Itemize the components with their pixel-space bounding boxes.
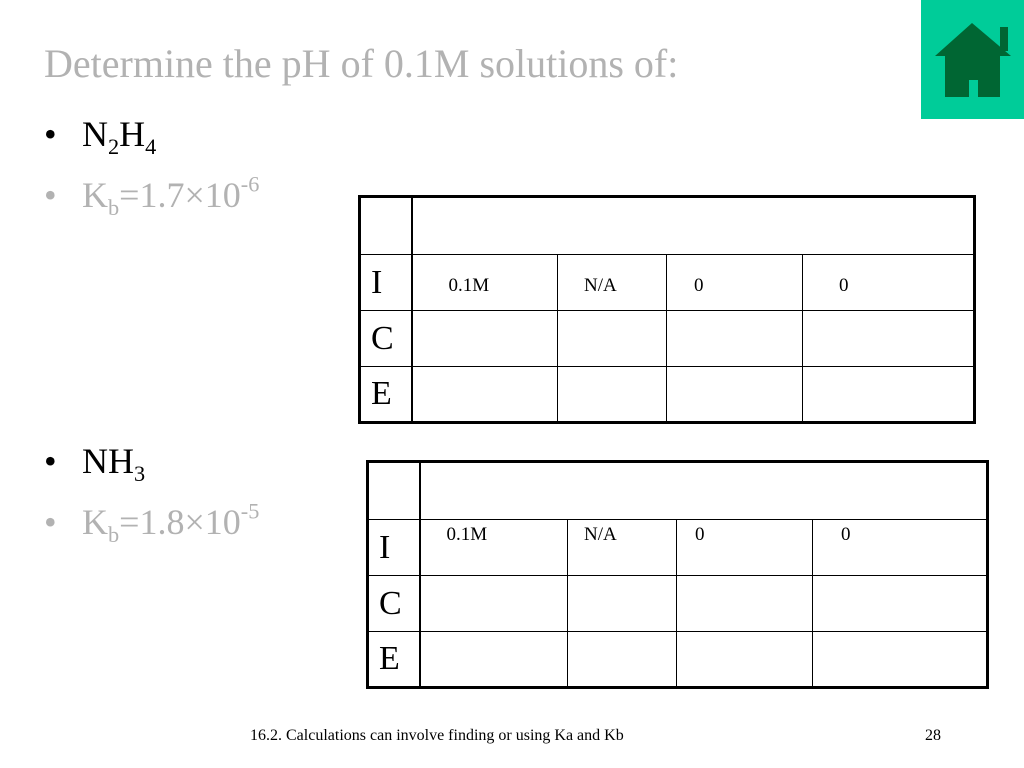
table-cell bbox=[813, 576, 988, 632]
formula-sub-2: 2 bbox=[108, 133, 120, 159]
kb-value: =1.8×10 bbox=[119, 502, 241, 542]
ice-table-n2h4 bbox=[358, 195, 976, 424]
ice-corner-cell bbox=[360, 197, 412, 255]
slide-title: Determine the pH of 0.1M solutions of: bbox=[44, 41, 679, 86]
bullet-symbol: • bbox=[44, 441, 57, 481]
ice-corner-cell bbox=[368, 462, 420, 520]
table-cell bbox=[558, 367, 667, 423]
ice-row-change bbox=[360, 311, 975, 367]
formula-h: H bbox=[119, 114, 146, 154]
kb-k: K bbox=[82, 502, 108, 542]
ice-row-equilibrium bbox=[368, 632, 988, 688]
table-cell: 0.1M bbox=[412, 255, 558, 311]
formula-sub-4: 4 bbox=[145, 133, 157, 159]
table-cell: 0.1M bbox=[420, 520, 568, 576]
table-cell: 0 bbox=[803, 255, 975, 311]
bullet-symbol: • bbox=[44, 175, 57, 215]
row-label-e: E bbox=[360, 367, 412, 423]
formula-sub-3: 3 bbox=[134, 460, 146, 486]
table-cell bbox=[568, 632, 677, 688]
table-cell bbox=[420, 632, 568, 688]
kb-sub-b: b bbox=[108, 194, 120, 220]
ice-header-row bbox=[360, 197, 975, 255]
table-cell bbox=[412, 311, 558, 367]
row-label-c: C bbox=[360, 311, 412, 367]
home-icon bbox=[921, 0, 1024, 119]
table-cell: N/A bbox=[568, 520, 677, 576]
bullet-kb-nh3 bbox=[44, 498, 260, 547]
ice-row-change bbox=[368, 576, 988, 632]
table-cell bbox=[558, 311, 667, 367]
table-cell bbox=[568, 576, 677, 632]
bullet-nh3 bbox=[44, 441, 146, 486]
slide-footer: 16.2. Calculations can involve finding or using Ka and Kb bbox=[250, 727, 624, 744]
table-cell bbox=[412, 367, 558, 423]
ice-table-nh3 bbox=[366, 460, 989, 689]
kb-k: K bbox=[82, 175, 108, 215]
row-label-e: E bbox=[368, 632, 420, 688]
kb-sub-b: b bbox=[108, 521, 120, 547]
ice-row-equilibrium bbox=[360, 367, 975, 423]
ice-equation-cell bbox=[412, 197, 975, 255]
ice-header-row bbox=[368, 462, 988, 520]
table-cell bbox=[813, 632, 988, 688]
kb-exponent: -6 bbox=[240, 171, 260, 197]
ice-row-initial bbox=[360, 255, 975, 311]
formula-nh: NH bbox=[82, 441, 134, 481]
table-cell bbox=[420, 576, 568, 632]
bullet-n2h4 bbox=[44, 114, 157, 159]
table-cell: N/A bbox=[558, 255, 667, 311]
table-cell: 0 bbox=[813, 520, 988, 576]
home-button[interactable] bbox=[921, 0, 1024, 119]
kb-value: =1.7×10 bbox=[119, 175, 241, 215]
ice-equation-cell bbox=[420, 462, 988, 520]
formula-n: N bbox=[82, 114, 108, 154]
ice-row-initial bbox=[368, 520, 988, 576]
table-cell bbox=[677, 576, 813, 632]
table-cell: 0 bbox=[677, 520, 813, 576]
bullet-kb-n2h4 bbox=[44, 171, 260, 220]
bullet-symbol: • bbox=[44, 114, 57, 154]
page-number: 28 bbox=[925, 727, 941, 744]
table-cell bbox=[677, 632, 813, 688]
row-label-i: I bbox=[368, 520, 420, 576]
row-label-i: I bbox=[360, 255, 412, 311]
table-cell bbox=[667, 367, 803, 423]
table-cell bbox=[803, 311, 975, 367]
row-label-c: C bbox=[368, 576, 420, 632]
table-cell bbox=[803, 367, 975, 423]
bullet-symbol: • bbox=[44, 502, 57, 542]
kb-exponent: -5 bbox=[240, 498, 260, 524]
table-cell bbox=[667, 311, 803, 367]
table-cell: 0 bbox=[667, 255, 803, 311]
